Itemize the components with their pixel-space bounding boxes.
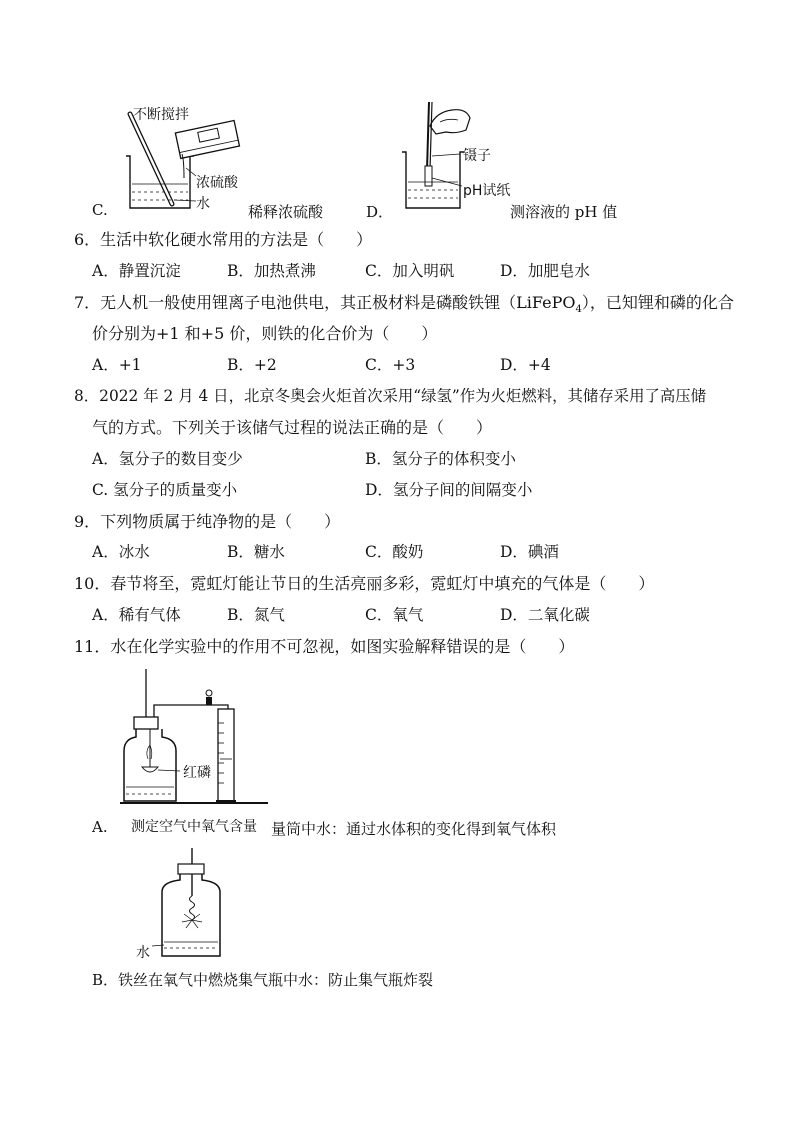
question-7-option-c[interactable]: C．+3 bbox=[365, 356, 416, 374]
acid-label: 浓硫酸 bbox=[196, 175, 238, 191]
question-10-stem: 10．春节将至，霓虹灯能让节日的生活亮丽多彩，霓虹灯中填充的气体是（ ） bbox=[74, 574, 655, 593]
question-6-option-a[interactable]: A．静置沉淀 bbox=[92, 262, 181, 280]
question-6-stem: 6．生活中软化硬水常用的方法是（ ） bbox=[74, 230, 373, 249]
question-6-option-d[interactable]: D．加肥皂水 bbox=[500, 262, 590, 280]
question-7-option-d[interactable]: D．+4 bbox=[500, 356, 551, 374]
question-8-stem-line2: 气的方式。下列关于该储气过程的说法正确的是（ ） bbox=[92, 418, 493, 437]
question-6-option-b[interactable]: B．加热煮沸 bbox=[227, 262, 316, 280]
iron-burning-apparatus bbox=[150, 846, 240, 956]
question-8-option-d[interactable]: D．氢分子间的间隔变小 bbox=[365, 481, 533, 499]
water-label-b: 水 bbox=[136, 945, 150, 961]
water-label: 水 bbox=[196, 196, 210, 212]
question-10-option-a[interactable]: A．稀有气体 bbox=[92, 606, 181, 624]
question-8-stem-line1: 8．2022 年 2 月 4 日，北京冬奥会火炬首次采用“绿氢”作为火炬燃料，其储存采用了高压储 bbox=[74, 387, 707, 405]
stir-label: 不断搅拌 bbox=[133, 107, 189, 123]
question-6-option-c[interactable]: C．加入明矾 bbox=[365, 262, 455, 280]
question-8-option-a[interactable]: A．氢分子的数目变少 bbox=[92, 450, 243, 468]
ph-paper-label: pH试纸 bbox=[463, 183, 511, 199]
question-7-stem-tail: ），已知锂和磷的化合 bbox=[581, 293, 734, 312]
question-7-option-b[interactable]: B．+2 bbox=[227, 356, 277, 374]
question-7-subscript: 4 bbox=[575, 304, 582, 316]
question-11-option-a-caption[interactable]: 量筒中水：通过水体积的变化得到氧气体积 bbox=[271, 820, 557, 838]
option-d-caption: 测溶液的 pH 值 bbox=[510, 203, 618, 221]
oxygen-content-apparatus bbox=[118, 667, 278, 807]
question-9-option-b[interactable]: B．糖水 bbox=[227, 543, 285, 561]
question-11-option-a-small-caption: 测定空气中氧气含量 bbox=[131, 819, 257, 835]
question-8-option-b[interactable]: B．氢分子的体积变小 bbox=[365, 450, 516, 468]
question-9-option-a[interactable]: A．冰水 bbox=[92, 543, 150, 561]
option-c-caption: 稀释浓硫酸 bbox=[248, 203, 324, 221]
question-7-stem-head: 7．无人机一般使用锂离子电池供电，其正极材料是磷酸铁锂（LiFePO bbox=[74, 293, 576, 312]
question-11-option-b-caption[interactable]: B．铁丝在氧气中燃烧集气瓶中水：防止集气瓶炸裂 bbox=[92, 971, 434, 989]
option-c-label: C. bbox=[92, 201, 108, 219]
question-9-option-d[interactable]: D．碘酒 bbox=[500, 543, 559, 561]
option-d-label: D． bbox=[366, 203, 394, 221]
question-10-option-b[interactable]: B．氮气 bbox=[227, 606, 285, 624]
question-11-option-a-label[interactable]: A. bbox=[92, 818, 108, 836]
red-phosphorus-label: 红磷 bbox=[183, 765, 211, 781]
question-7-option-a[interactable]: A．+1 bbox=[92, 356, 142, 374]
tweezers-label: 镊子 bbox=[463, 148, 491, 164]
question-8-option-c[interactable]: C. 氢分子的质量变小 bbox=[92, 481, 238, 499]
question-10-option-d[interactable]: D．二氧化碳 bbox=[500, 606, 590, 624]
question-7-stem-line2: 价分别为+1 和+5 价，则铁的化合价为（ ） bbox=[92, 324, 438, 343]
question-7-stem-line1 bbox=[74, 290, 734, 315]
question-10-option-c[interactable]: C．氧气 bbox=[365, 606, 424, 624]
question-11-stem: 11．水在化学实验中的作用不可忽视，如图实验解释错误的是（ ） bbox=[74, 637, 575, 656]
question-9-stem: 9．下列物质属于纯净物的是（ ） bbox=[74, 512, 341, 531]
question-9-option-c[interactable]: C．酸奶 bbox=[365, 543, 424, 561]
